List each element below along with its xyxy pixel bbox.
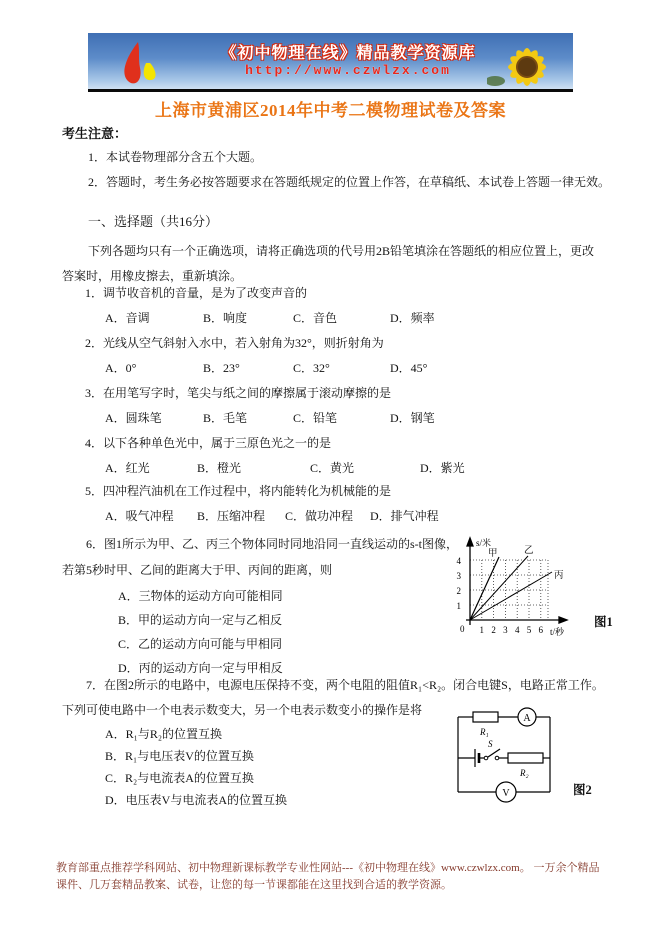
svg-text:3: 3 (456, 571, 461, 581)
figure1-st-graph (440, 533, 580, 641)
line-label-jia: 甲 (488, 549, 498, 559)
option-c: C．乙的运动方向可能与甲相同 (118, 637, 283, 651)
sunflower-image (487, 41, 559, 87)
option-a: A．吸气冲程 (105, 509, 174, 523)
question-1-options (105, 311, 585, 326)
line-label-yi: 乙 (524, 546, 534, 556)
battery-symbol (475, 749, 479, 767)
question-7-options (105, 723, 287, 811)
svg-text:4: 4 (514, 625, 520, 635)
option-d: D．频率 (390, 311, 435, 325)
axes (466, 538, 567, 625)
question-3-options (105, 411, 585, 426)
question-1-stem: 1．调节收音机的音量，是为了改变声音的 (85, 286, 308, 300)
question-4-options (105, 461, 595, 476)
option-a: A．红光 (105, 461, 150, 475)
question-6-options (118, 584, 283, 680)
option-a: A．R₁与R₂的位置互换 (105, 727, 223, 741)
figure2-circuit (450, 705, 565, 805)
line-label-bing: 丙 (554, 571, 564, 581)
option-b: B．压缩冲程 (197, 509, 266, 523)
grid-lines (470, 560, 548, 620)
line-yi (470, 556, 528, 620)
option-b: B．R₁与电压表V的位置互换 (105, 749, 254, 763)
option-c: C．做功冲程 (285, 509, 354, 523)
option-d: D．钢笔 (390, 411, 435, 425)
resistor-r1 (473, 712, 498, 722)
voltmeter-label: V (502, 788, 510, 799)
option-a: A．音调 (105, 311, 150, 325)
question-6-stem: 6．图1所示为甲、乙、丙三个物体同时同地沿同一直线运动的s-t图像，若第5秒时甲、乙间的距离大于甲、丙间的距离，则 (62, 537, 459, 577)
notice-heading: 考生注意： (62, 126, 128, 141)
option-b: B．23° (203, 361, 240, 375)
question-2-stem: 2．光线从空气斜射入水中，若入射角为32°，则折射角为 (85, 336, 384, 350)
option-d: D．电压表V与电流表A的位置互换 (105, 793, 287, 807)
banner-site-title: 《初中物理在线》精品教学资源库 (220, 45, 476, 62)
svg-text:3: 3 (503, 625, 508, 635)
option-d: D．排气冲程 (370, 509, 439, 523)
svg-text:2: 2 (456, 586, 461, 596)
resistor-r2 (508, 753, 543, 763)
banner-site-url: http://www.czwlzx.com (245, 63, 451, 78)
option-d: D．紫光 (420, 461, 465, 475)
svg-text:1: 1 (479, 625, 485, 635)
document-title: 上海市黄浦区2014年中考二模物理试卷及答案 (155, 101, 506, 120)
option-c: C．R₂与电流表A的位置互换 (105, 771, 254, 785)
site-logo-icon (116, 41, 162, 85)
option-d: D．丙的运动方向一定与甲相反 (118, 661, 283, 675)
switch-label: S (488, 739, 493, 749)
svg-text:5: 5 (526, 625, 532, 635)
question-5-options (105, 509, 585, 524)
site-banner (88, 33, 573, 92)
svg-text:6: 6 (538, 625, 544, 635)
question-7-stem: 7．在图2所示的电路中，电源电压保持不变，两个电阻的阻值R₁<R₂。闭合电键S，电路正常工作。下列可使电路中一个电表示数变大，另一个电表示数变小的操作是将 (62, 678, 604, 717)
svg-text:4: 4 (456, 556, 461, 566)
x-axis-label: t/秒 (550, 627, 565, 637)
option-b: B．甲的运动方向一定与乙相反 (118, 613, 283, 627)
option-b: B．橙光 (197, 461, 242, 475)
ammeter-label: A (523, 713, 531, 724)
notice-item: 1．本试卷物理部分含五个大题。 (88, 150, 263, 164)
option-d: D．45° (390, 361, 428, 375)
section-heading: 一、选择题（共16分） (88, 214, 219, 229)
origin-label: 0 (460, 624, 465, 634)
y-axis-label: s/米 (476, 538, 492, 548)
footer-promo-text: 教育部重点推荐学科网站、初中物理新课标教学专业性网站---《初中物理在线》www.czwlzx.com。 一万余个精品课件、几万套精品教案、试卷，让您的每一节课都能在这里找到合适的教学资源。 (56, 862, 600, 891)
option-a: A．三物体的运动方向可能相同 (118, 589, 283, 603)
option-c: C．黄光 (310, 461, 355, 475)
option-c: C．铅笔 (293, 411, 338, 425)
question-5-stem: 5．四冲程汽油机在工作过程中，将内能转化为机械能的是 (85, 484, 392, 498)
figure1-caption: 图1 (594, 615, 613, 629)
option-a: A．0° (105, 361, 137, 375)
y-tick-labels (457, 556, 462, 611)
line-jia (470, 557, 499, 620)
svg-text:1: 1 (456, 601, 461, 611)
option-b: B．毛笔 (203, 411, 248, 425)
svg-text:2: 2 (491, 625, 496, 635)
section-instructions: 下列各题均只有一个正确选项，请将正确选项的代号用2B铅笔填涂在答题纸的相应位置上，更改答案时，用橡皮擦去，重新填涂。 (62, 244, 595, 283)
line-bing (470, 572, 552, 620)
option-a: A．圆珠笔 (105, 411, 162, 425)
resistor-r1-label: R₁ (480, 727, 489, 737)
switch-symbol (484, 749, 500, 760)
option-c: C．32° (293, 361, 330, 375)
option-b: B．响度 (203, 311, 248, 325)
option-c: C．音色 (293, 311, 338, 325)
resistor-r2-label: R₂ (520, 768, 529, 778)
question-4-stem: 4．以下各种单色光中，属于三原色光之一的是 (85, 436, 332, 450)
figure2-caption: 图2 (573, 783, 592, 797)
question-2-options (105, 361, 585, 376)
question-3-stem: 3．在用笔写字时，笔尖与纸之间的摩擦属于滚动摩擦的是 (85, 386, 392, 400)
notice-item: 2．答题时，考生务必按答题要求在答题纸规定的位置上作答，在草稿纸、本试卷上答题一律无效。 (88, 175, 611, 189)
x-tick-labels (480, 625, 544, 635)
